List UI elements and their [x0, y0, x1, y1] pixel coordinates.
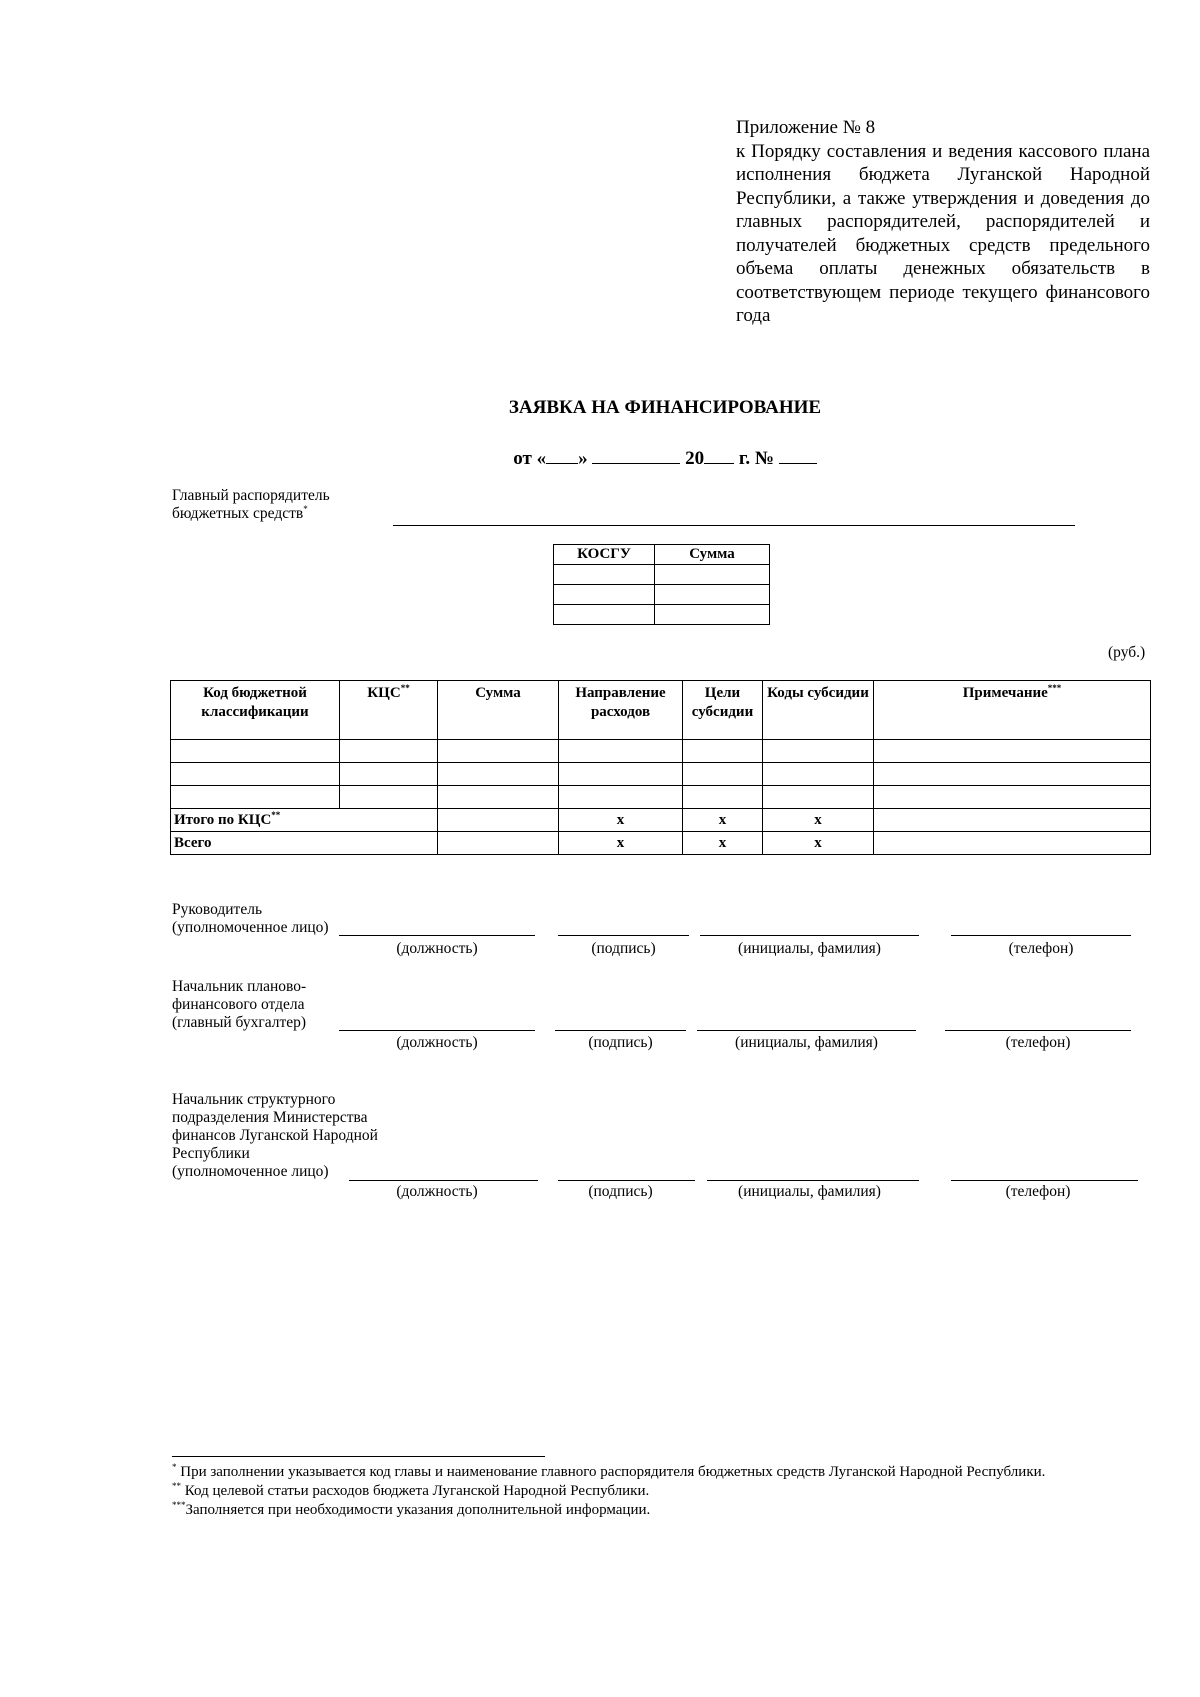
currency-unit: (руб.): [1108, 644, 1146, 661]
x-mark: x: [683, 832, 763, 855]
month-field[interactable]: [592, 445, 680, 464]
sum-cell[interactable]: [655, 605, 770, 625]
total-kcs-label: Итого по КЦС**: [171, 809, 438, 832]
table-row: [171, 786, 1151, 809]
table-cell[interactable]: [763, 763, 874, 786]
caption-phone: (телефон): [1005, 1034, 1071, 1051]
col-budget-code: Код бюджетной классификации: [171, 681, 340, 740]
kosgu-header: КОСГУ: [554, 545, 655, 565]
chief-label-line2: бюджетных средств: [172, 505, 304, 522]
table-cell[interactable]: [171, 763, 340, 786]
signature-field[interactable]: [558, 935, 689, 936]
appendix-header: [736, 116, 1150, 328]
caption-phone: (телефон): [1005, 1183, 1071, 1200]
caption-signature: (подпись): [588, 1034, 653, 1051]
position-field[interactable]: [339, 935, 535, 936]
kosgu-cell[interactable]: [554, 605, 655, 625]
table-cell[interactable]: [438, 763, 559, 786]
caption-position: (должность): [396, 1183, 478, 1200]
name-field[interactable]: [697, 1030, 916, 1031]
kosgu-cell[interactable]: [554, 585, 655, 605]
total-all-label: Всего: [171, 832, 438, 855]
caption-signature: (подпись): [591, 940, 656, 957]
table-cell[interactable]: [874, 786, 1151, 809]
signature-label-ministry: Начальник структурного подразделения Министерства финансов Луганской Народной Республики (уполномоченное лицо): [172, 1091, 378, 1180]
name-field[interactable]: [707, 1180, 919, 1181]
sum-cell[interactable]: [655, 585, 770, 605]
table-cell[interactable]: [683, 740, 763, 763]
col-direction: Направление расходов: [559, 681, 683, 740]
number-label: г. №: [738, 448, 774, 469]
position-field[interactable]: [349, 1180, 538, 1181]
caption-position: (должность): [396, 940, 478, 957]
col-kcs: КЦС**: [340, 681, 438, 740]
number-field[interactable]: [779, 445, 817, 464]
phone-field[interactable]: [951, 935, 1131, 936]
table-row: [171, 740, 1151, 763]
table-cell[interactable]: [171, 786, 340, 809]
year-prefix: 20: [685, 448, 705, 469]
kosgu-cell[interactable]: [554, 565, 655, 585]
sum-header: Сумма: [655, 545, 770, 565]
document-title: ЗАЯВКА НА ФИНАНСИРОВАНИЕ: [508, 397, 822, 418]
caption-name: (инициалы, фамилия): [735, 1034, 878, 1051]
day-field[interactable]: [546, 445, 578, 464]
date-close-quote: »: [578, 448, 588, 469]
table-cell[interactable]: [340, 740, 438, 763]
table-cell[interactable]: [340, 763, 438, 786]
total-kcs-row: [171, 809, 1151, 832]
position-field[interactable]: [339, 1030, 535, 1031]
table-cell[interactable]: [438, 832, 559, 855]
table-cell[interactable]: [438, 740, 559, 763]
table-cell[interactable]: [874, 763, 1151, 786]
footnote-1: * При заполнении указывается код главы и наименование главного распорядителя бюджетных средств Луганской Народной Республики.: [172, 1462, 1046, 1480]
table-cell[interactable]: [559, 763, 683, 786]
table-cell[interactable]: [874, 832, 1151, 855]
chief-label-line1: Главный распорядитель: [172, 487, 330, 504]
table-cell[interactable]: [340, 786, 438, 809]
footnote-mark: *: [303, 503, 308, 514]
table-row: [554, 565, 770, 585]
table-cell[interactable]: [683, 786, 763, 809]
phone-field[interactable]: [951, 1180, 1138, 1181]
year-field[interactable]: [704, 445, 734, 464]
col-subsidy-goals: Цели субсидии: [683, 681, 763, 740]
col-note: Примечание***: [874, 681, 1151, 740]
table-cell[interactable]: [763, 740, 874, 763]
appendix-number: Приложение № 8: [736, 117, 876, 138]
signature-label-accountant: Начальник планово- финансового отдела (главный бухгалтер): [172, 978, 307, 1031]
table-cell[interactable]: [874, 740, 1151, 763]
table-row: [554, 585, 770, 605]
appendix-reference: к Порядку составления и ведения кассового плана исполнения бюджета Луганской Народной Республики, а также утверждения и доведения до главных распорядителей, распорядителей и получателей бюджетных средств предельного объема оплаты денежных обязательств в соответствующем периоде текущего финансового года: [736, 140, 1150, 326]
caption-name: (инициалы, фамилия): [738, 1183, 881, 1200]
table-cell[interactable]: [874, 809, 1151, 832]
kosgu-table: [553, 544, 770, 625]
chief-administrator-field[interactable]: [393, 525, 1075, 526]
name-field[interactable]: [700, 935, 919, 936]
date-prefix: от «: [513, 448, 547, 469]
signature-field[interactable]: [555, 1030, 686, 1031]
x-mark: x: [559, 809, 683, 832]
x-mark: x: [763, 832, 874, 855]
x-mark: x: [683, 809, 763, 832]
footnote-2: ** Код целевой статьи расходов бюджета Луганской Народной Республики.: [172, 1481, 650, 1499]
date-line: [0, 445, 1200, 470]
footnote-separator: [172, 1456, 545, 1457]
x-mark: x: [763, 809, 874, 832]
phone-field[interactable]: [945, 1030, 1131, 1031]
sum-cell[interactable]: [655, 565, 770, 585]
financing-table: [170, 680, 1151, 855]
table-header-row: [171, 681, 1151, 740]
table-cell[interactable]: [171, 740, 340, 763]
signature-field[interactable]: [558, 1180, 695, 1181]
caption-phone: (телефон): [1008, 940, 1074, 957]
x-mark: x: [559, 832, 683, 855]
table-cell[interactable]: [559, 786, 683, 809]
table-cell[interactable]: [763, 786, 874, 809]
col-sum: Сумма: [438, 681, 559, 740]
caption-position: (должность): [396, 1034, 478, 1051]
footnote-3: ***Заполняется при необходимости указания дополнительной информации.: [172, 1500, 651, 1518]
table-row: [554, 605, 770, 625]
table-row: [171, 763, 1151, 786]
signature-label-head: Руководитель (уполномоченное лицо): [172, 901, 329, 936]
caption-name: (инициалы, фамилия): [738, 940, 881, 957]
chief-administrator-label: [172, 487, 330, 523]
table-cell[interactable]: [683, 763, 763, 786]
caption-signature: (подпись): [588, 1183, 653, 1200]
table-cell[interactable]: [438, 786, 559, 809]
table-cell[interactable]: [559, 740, 683, 763]
total-all-row: [171, 832, 1151, 855]
col-subsidy-codes: Коды субсидии: [763, 681, 874, 740]
table-cell[interactable]: [438, 809, 559, 832]
